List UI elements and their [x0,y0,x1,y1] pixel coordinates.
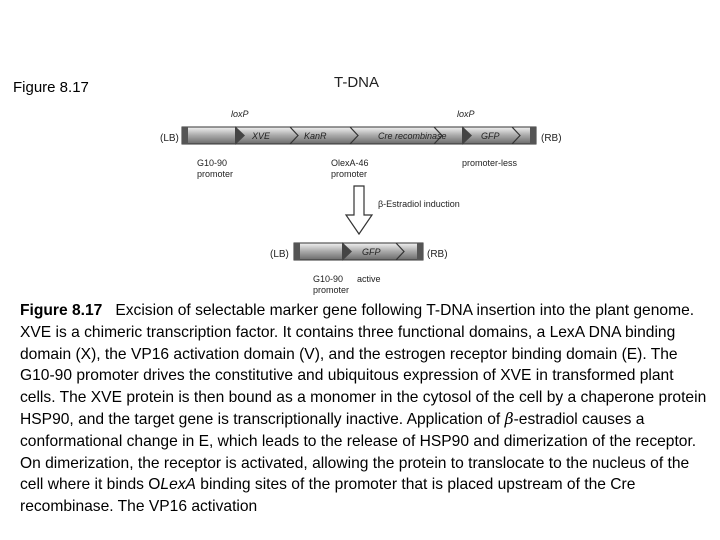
promoter-g10-90-name: G10-90 [197,158,228,168]
beta-symbol: β [504,409,514,428]
segment-cre-recombinase: Cre recombinase [378,131,447,141]
caption-title: Figure 8.17 [20,302,103,319]
figure-caption [20,300,710,518]
bottom-left-border-marker [294,243,300,260]
bottom-right-border-marker [417,243,423,260]
promoter-less-label: promoter-less [462,158,518,168]
loxp-right-label: loxP [457,109,475,119]
caption-text-part2: -estradiol causes a conformational change in E, which leads to the release of HSP90 and dimerization of the receptor. On dimerization, the receptor is activated, allowing the protein to translocate to the nucleus of the cell where it binds O [20,410,697,494]
bottom-segment-gfp: GFP [362,247,381,257]
promoter-olexa-sub: promoter [331,169,368,179]
segment-xve: XVE [252,131,271,141]
caption-text-part1: Excision of selectable marker gene following T-DNA insertion into the plant genome. XVE is a chimeric transcription factor. It contains three functional domains, a LexA DNA binding domain (X), the VP16 activation domain (V), and the estrogen receptor binding domain (E). The G10-90 promoter drives the constitutive and ubiquitous expression of XVE in transformed plant cells. The XVE protein is then bound as a monomer in the cytosol of the cell by a chaperone protein HSP90, and the target gene is transcriptionally inactive. Application of [20,302,707,428]
promoter-olexa-name: OlexA-46 [331,158,369,168]
induction-arrow [346,186,372,234]
left-border-marker [182,127,188,144]
induction-label: β-Estradiol induction [378,199,460,209]
top-left-border-label: (LB) [160,133,179,144]
right-border-marker [530,127,536,144]
loxp-left-label: loxP [231,109,249,119]
caption-lexa: LexA [160,476,196,494]
bottom-promoter-sub: promoter [313,285,350,295]
bottom-status-label: active [357,274,381,284]
caption-text-part3: binding sites of the promoter that is placed upstream of the Cre recombinase. The VP16 activation [20,476,636,516]
bottom-right-border-label: (RB) [427,249,448,260]
bottom-promoter-name: G10-90 [313,274,344,284]
bottom-left-border-label: (LB) [270,249,289,260]
top-right-border-label: (RB) [541,133,562,144]
slide-figure-label: Figure 8.17 [13,79,89,96]
promoter-g10-90-sub: promoter [197,169,234,179]
bottom-construct [294,242,423,261]
segment-gfp: GFP [481,131,500,141]
tdna-title: T-DNA [334,74,379,91]
segment-kanr: KanR [304,131,327,141]
